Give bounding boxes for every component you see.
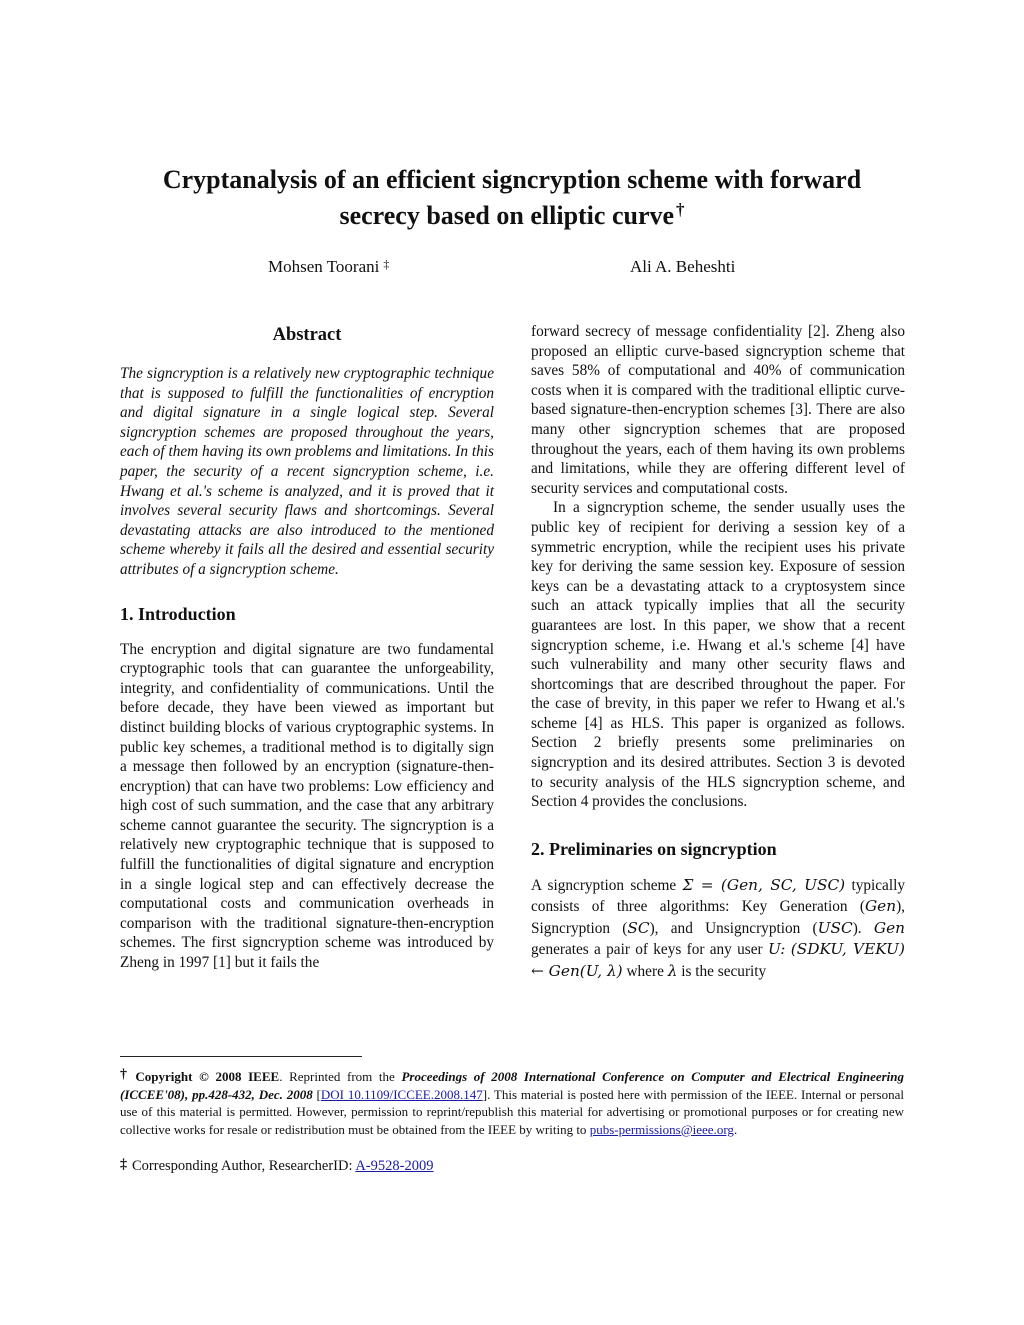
footnote-copyright	[120, 1068, 904, 1138]
introduction-heading: 1. Introduction	[120, 603, 236, 624]
preliminaries-heading: 2. Preliminaries on signcryption	[531, 838, 777, 859]
author-1-footnote-mark: ‡	[383, 257, 390, 271]
title-line-1: Cryptanalysis of an efficient signcryption scheme with forward	[162, 165, 862, 194]
footnote-2-mark: ‡	[120, 1157, 127, 1172]
usc-symbol: USC	[817, 918, 853, 937]
prelim-text-4: ), and Unsigncryption (	[649, 919, 818, 937]
key-generation-formula: (SDKU, VEKU) ← Gen(U, λ)	[531, 940, 906, 980]
researcher-id-link[interactable]: A-9528-2009	[355, 1158, 434, 1174]
preliminaries-paragraph	[531, 875, 905, 983]
footnote-1-text-4: .	[733, 1121, 738, 1137]
title-footnote-mark: †	[676, 200, 685, 219]
lambda-symbol: λ	[667, 961, 678, 980]
footnote-divider	[120, 1056, 362, 1057]
title-line-2: secrecy based on elliptic curve	[339, 201, 675, 230]
intro-paragraph-1-continued: forward secrecy of message confidentiality [2]. Zheng also proposed an elliptic curve-based signcryption scheme that saves 58% of computational and 40% of communication costs when it is compared with the traditional elliptic curve-based signature-then-encryption schemes [3]. There are also many other signcryption schemes that are proposed throughout the years, each of them having its own problems and limitations, while they are offering different level of security services and computational costs.	[531, 323, 905, 497]
prelim-text-8: is the security	[681, 962, 767, 980]
signcryption-tuple: Σ = (Gen, SC, USC)	[682, 875, 846, 894]
sc-symbol: SC	[627, 918, 650, 937]
author-1	[268, 255, 389, 279]
left-column	[120, 322, 494, 973]
prelim-text-2: typically consists of three algorithms: Key Generation (	[531, 876, 905, 916]
prelim-text-1: A signcryption scheme	[531, 876, 677, 894]
gen-symbol: Gen	[864, 897, 897, 916]
footnote-1-text-2: [	[312, 1086, 321, 1102]
prelim-text-5: ).	[852, 919, 862, 937]
user-symbol: U:	[767, 940, 786, 959]
gen-symbol-2: Gen	[873, 918, 906, 937]
right-column	[531, 322, 905, 982]
footnote-1-text-3: ]. This material is posted here with permission of the IEEE. Internal or personal use of this material is permitted. However, permission to reprint/republish this material for advertising or promotional purposes or for creating new collective works for resale or redistribution must be obtained from the IEEE by writing to	[120, 1086, 904, 1137]
intro-paragraph-1: The encryption and digital signature are two fundamental cryptographic tools that can guarantee the unforgeability, integrity, and confidentiality of communications. Until the before decade, they have been viewed as important but distinct building blocks of various cryptographic systems. In public key schemes, a traditional method is to digitally sign a message then followed by an encryption (signature-then-encryption) that can have two problems: Low efficiency and high cost of such summation, and the case that any arbitrary scheme cannot guarantee the security. The signcryption is a relatively new cryptographic technique that is supposed to fulfill the functionalities of digital signature and encryption in a single logical step and can effectively decrease the computational costs and communication overheads in comparison with the traditional signature-then-encryption schemes. The first signcryption scheme was introduced by Zheng in 1997 [1] but it fails the	[120, 640, 494, 972]
footnote-1-text-1: . Reprinted from the	[279, 1069, 402, 1084]
footnote-corresponding-author	[120, 1158, 904, 1176]
abstract-heading: Abstract	[272, 325, 342, 345]
author-2-name: Ali A. Beheshti	[630, 257, 736, 276]
copyright-notice: Copyright © 2008 IEEE	[135, 1069, 280, 1084]
prelim-text-7: where	[626, 962, 664, 980]
paper-title	[120, 162, 904, 234]
doi-link[interactable]: DOI 10.1109/ICCEE.2008.147	[320, 1086, 483, 1102]
abstract-text: The signcryption is a relatively new cryptographic technique that is supposed to fulfill the functionalities of encryption and digital signature in a single logical step. Several signcryption schemes are proposed throughout the years, each of them having its own problems and limitations. In this paper, the security of a recent signcryption scheme, i.e. Hwang et al.'s scheme is analyzed, and it is proved that it involves several security flaws and shortcomings. Several devastating attacks are also introduced to the mentioned scheme whereby it fails all the desired and essential security attributes of a signcryption scheme.	[120, 365, 494, 578]
author-2	[630, 255, 735, 279]
author-1-name: Mohsen Toorani	[268, 257, 380, 276]
permissions-email-link[interactable]: pubs-permissions@ieee.org	[589, 1121, 734, 1137]
prelim-text-6: generates a pair of keys for any user	[531, 941, 763, 959]
footnote-2-text: Corresponding Author, ResearcherID:	[132, 1158, 356, 1174]
intro-paragraph-2: In a signcryption scheme, the sender usually uses the public key of recipient for deriving a session key of a symmetric encryption, while the recipient uses his private key for deriving the same session key. Exposure of session keys can be a devastating attack to a cryptosystem since such an attack typically implies that all the security guarantees are lost. In this paper, we show that a recent signcryption scheme, i.e. Hwang et al.'s scheme [4] have such vulnerability and many other security flaws and shortcomings that are described throughout the paper. For the case of brevity, in this paper we refer to Hwang et al.'s scheme [4] as HLS. This paper is organized as follows. Section 2 briefly presents some preliminaries on signcryption and its desired attributes. Section 3 is devoted to security analysis of the HLS signcryption scheme, and Section 4 provides the conclusions.	[531, 499, 905, 811]
footnote-1-mark: †	[120, 1067, 131, 1082]
proceedings-citation: Proceedings of 2008 International Conference on Computer and Electrical Engineering (ICCEE'08), pp.428-432, Dec. 2008	[120, 1069, 905, 1102]
prelim-text-3: ), Signcryption (	[531, 898, 905, 937]
